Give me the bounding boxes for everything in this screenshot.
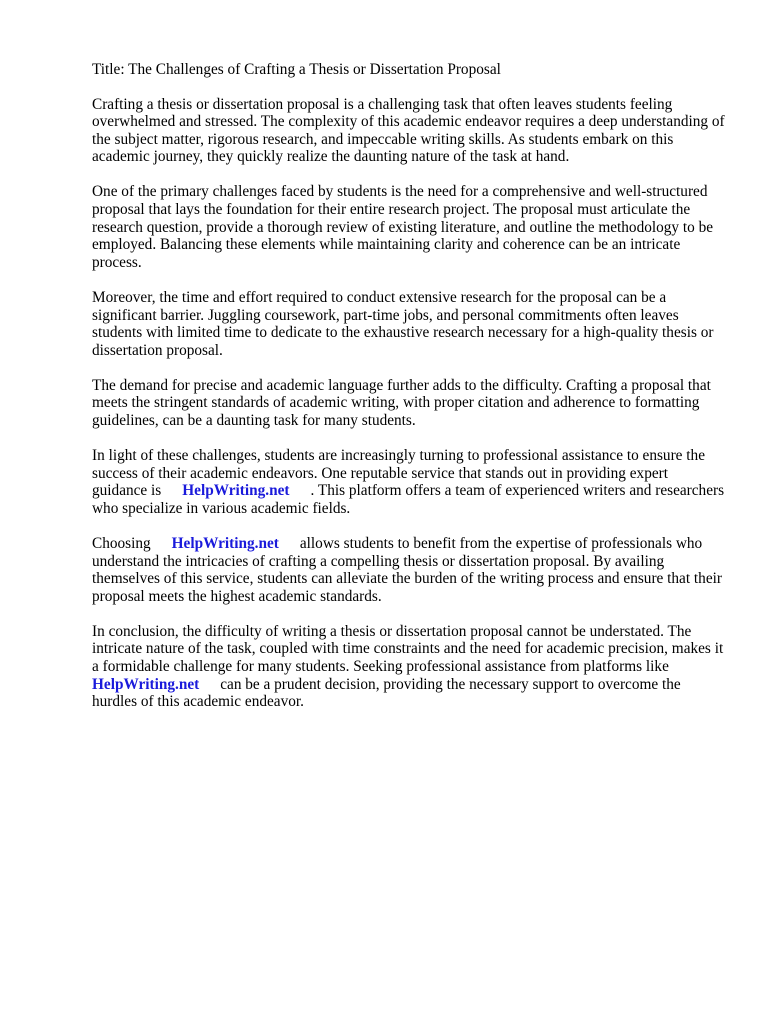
document-title: Title: The Challenges of Crafting a Thesis or Dissertation Proposal: [92, 61, 501, 78]
paragraph-6-text-before: Choosing: [92, 534, 151, 552]
helpwriting-link-2[interactable]: HelpWriting.net: [171, 534, 279, 552]
helpwriting-link-1[interactable]: HelpWriting.net: [182, 482, 290, 500]
paragraph-7-text-before: In conclusion, the difficulty of writing a thesis or dissertation proposal cannot be understated. The intricate nature of the task, coupled with time constraints and the need for academic precision, makes it a formidable challenge for many students. Seeking professional assistance from platforms like: [92, 622, 724, 676]
helpwriting-link-3[interactable]: HelpWriting.net: [92, 675, 200, 693]
paragraph-7: [92, 623, 726, 711]
paragraph-2: One of the primary challenges faced by students is the need for a comprehensive and well-structured proposal that lays the foundation for their entire research project. The proposal must articulate the research question, provide a thorough review of existing literature, and outline the methodology to be employed. Balancing these elements while maintaining clarity and coherence can be an intricate process.: [92, 183, 714, 271]
paragraph-4: The demand for precise and academic language further adds to the difficulty. Crafting a proposal that meets the stringent standards of academic writing, with proper citation and adherence to formatting guidelines, can be a daunting task for many students.: [92, 376, 711, 429]
paragraph-6: [92, 535, 726, 605]
paragraph-5-text-after: . This platform offers a team of experienced writers and researchers who specialize in various academic fields.: [92, 482, 725, 517]
paragraph-3: Moreover, the time and effort required to conduct extensive research for the proposal can be a significant barrier. Juggling coursework, part-time jobs, and personal commitments often leaves students with limited time to dedicate to the exhaustive research necessary for a high-quality thesis or dissertation proposal.: [92, 288, 714, 359]
paragraph-6-text-after: allows students to benefit from the expertise of professionals who understand the intricacies of crafting a compelling thesis or dissertation proposal. By availing themselves of this service, students can alleviate the burden of the writing process and ensure that their proposal meets the highest academic standards.: [92, 534, 722, 605]
paragraph-7-text-after: can be a prudent decision, providing the necessary support to overcome the hurdles of this academic endeavor.: [92, 675, 681, 711]
paragraph-1: Crafting a thesis or dissertation proposal is a challenging task that often leaves students feeling overwhelmed and stressed. The complexity of this academic endeavor requires a deep understanding of the subject matter, rigorous research, and impeccable writing skills. As students embark on this academic journey, they quickly realize the daunting nature of the task at hand.: [92, 95, 725, 166]
paragraph-5: [92, 447, 726, 517]
paragraph-5-text-before: In light of these challenges, students are increasingly turning to professional assistance to ensure the success of their academic endeavors. One reputable service that stands out in providing expert guidance is: [92, 447, 705, 500]
